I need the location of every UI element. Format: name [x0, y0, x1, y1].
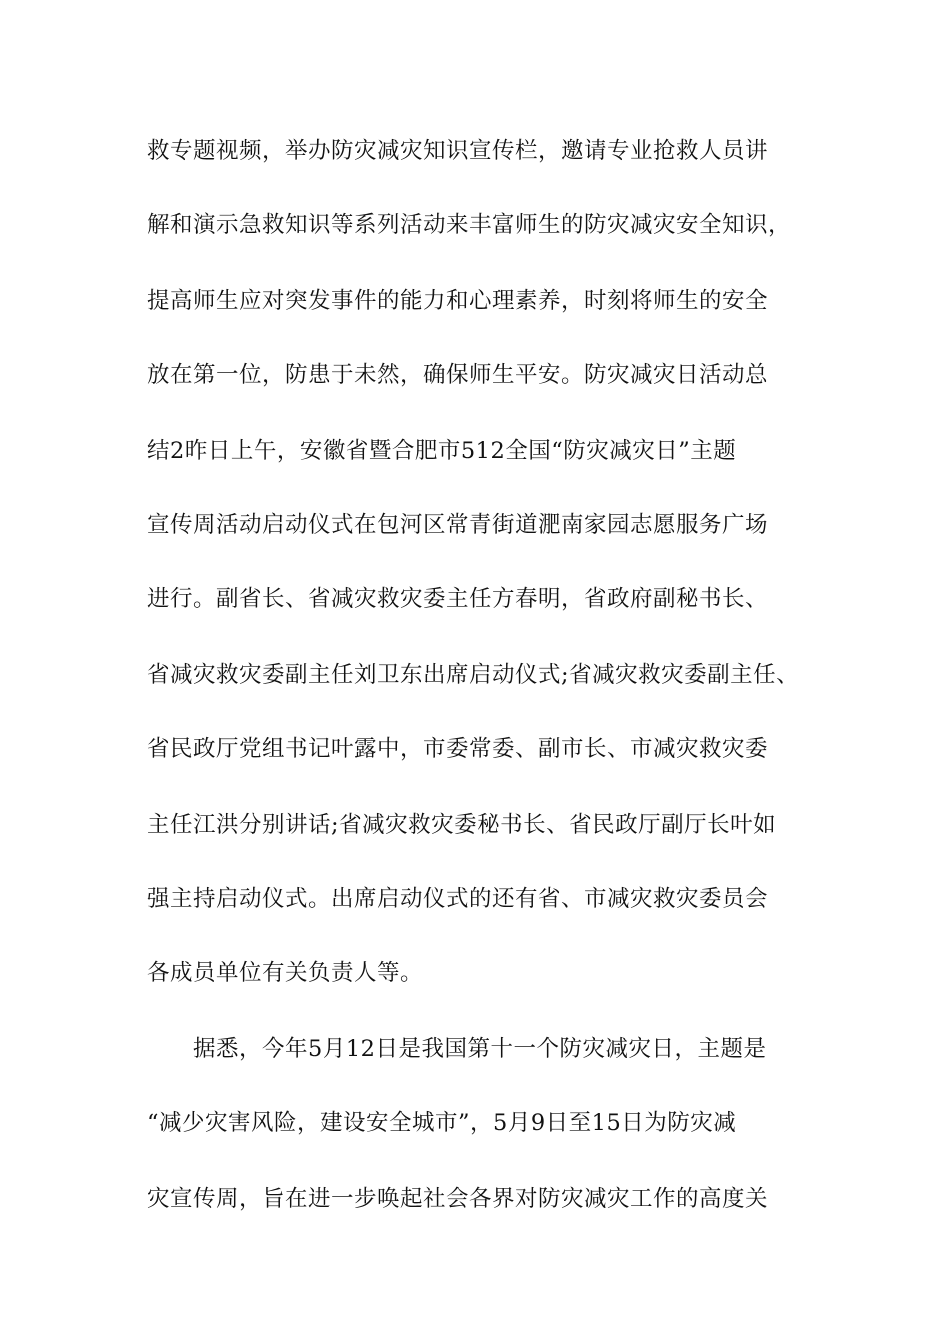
text-line-6: 宣传周活动启动仪式在包河区常青街道淝南家园志愿服务广场 [147, 512, 769, 538]
text-line-11: 强主持启动仪式。出席启动仪式的还有省、市减灾救灾委员会 [147, 886, 769, 912]
text-line-9: 省民政厅党组书记叶露中，市委常委、副市长、市减灾救灾委 [147, 736, 769, 762]
text-line-13: 据悉，今年5月12日是我国第十一个防灾减灾日，主题是 [193, 1036, 767, 1062]
text-line-2: 解和演示急救知识等系列活动来丰富师生的防灾减灾安全知识， [147, 212, 792, 238]
text-line-7: 进行。副省长、省减灾救灾委主任方春明，省政府副秘书长、 [147, 586, 769, 612]
text-line-12: 各成员单位有关负责人等。 [147, 960, 424, 986]
text-line-1: 救专题视频，举办防灾减灾知识宣传栏，邀请专业抢救人员讲 [147, 138, 769, 164]
text-line-5: 结2昨日上午，安徽省暨合肥市512全国“防灾减灾日”主题 [147, 438, 737, 464]
text-line-3: 提高师生应对突发事件的能力和心理素养，时刻将师生的安全 [147, 288, 769, 314]
text-line-14: “减少灾害风险，建设安全城市”，5月9日至15日为防灾减 [147, 1110, 737, 1136]
text-line-15: 灾宣传周，旨在进一步唤起社会各界对防灾减灾工作的高度关 [147, 1186, 769, 1212]
text-line-8: 省减灾救灾委副主任刘卫东出席启动仪式;省减灾救灾委副主任、 [147, 662, 800, 688]
text-line-10: 主任江洪分别讲话;省减灾救灾委秘书长、省民政厅副厅长叶如 [147, 812, 777, 838]
text-line-4: 放在第一位，防患于未然，确保师生平安。防灾减灾日活动总 [147, 362, 769, 388]
